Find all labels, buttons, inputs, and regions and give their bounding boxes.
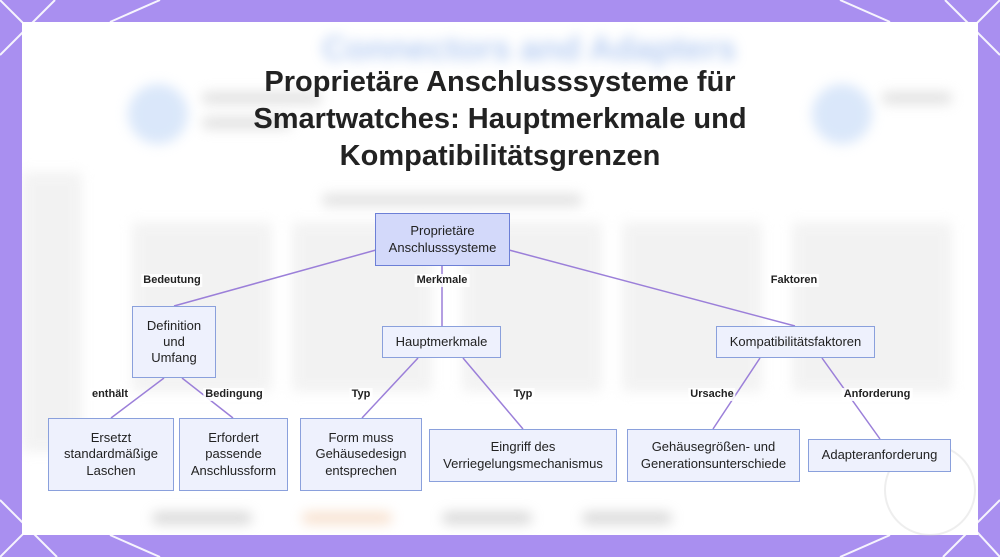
node-key-features <box>382 326 501 358</box>
node-text: Hauptmerkmale <box>395 333 488 349</box>
node-size-generation <box>627 429 800 482</box>
node-text: und <box>163 333 185 349</box>
node-lock-engagement <box>429 429 617 482</box>
node-text: Umfang <box>151 350 197 366</box>
node-compatibility-factors <box>716 326 875 358</box>
node-requires-connector <box>179 418 288 491</box>
node-text: Gehäusedesign <box>315 446 407 462</box>
node-text: standardmäßige <box>64 446 158 462</box>
node-text: Gehäusegrößen- und <box>651 439 776 455</box>
title-line: Proprietäre Anschlusssysteme für <box>264 66 736 98</box>
edge-label-bedeutung: Bedeutung <box>143 274 201 286</box>
title-line: Kompatibilitätsgrenzen <box>339 139 661 172</box>
edge-label-faktoren: Faktoren <box>770 274 818 286</box>
node-text: Anschlussform <box>190 462 277 478</box>
edge-label-typ: Typ <box>513 388 533 400</box>
edge-label-merkmale: Merkmale <box>416 274 468 286</box>
node-text: passende <box>205 446 262 462</box>
node-text: Kompatibilitätsfaktoren <box>729 333 862 349</box>
node-text: Anschlusssysteme <box>388 239 497 255</box>
node-adapter-requirement <box>808 439 951 472</box>
node-text: Erfordert <box>208 430 259 446</box>
node-text: Adapteranforderung <box>821 447 938 463</box>
node-text: Verriegelungsmechanismus <box>443 455 603 471</box>
edge-root-compat <box>509 250 795 326</box>
node-text: Proprietäre <box>410 223 475 239</box>
node-shape-match <box>300 418 422 491</box>
node-text: Ersetzt <box>90 430 132 446</box>
edge-label-bedingung: Bedingung <box>205 388 263 400</box>
node-text: entsprechen <box>325 462 397 478</box>
edge-label-typ: Typ <box>351 388 371 400</box>
node-text: Laschen <box>86 462 136 478</box>
edge-label-ursache: Ursache <box>690 388 734 400</box>
edge-root-definition <box>174 250 376 306</box>
background-heading: Connectors and Adapters <box>322 30 737 68</box>
edge-label-enthaelt: enthält <box>91 388 129 400</box>
title-line: Smartwatches: Hauptmerkmale und <box>253 102 747 135</box>
edge-label-anforderung: Anforderung <box>843 388 911 400</box>
node-text: Definition <box>146 317 202 333</box>
node-definition-scope <box>132 306 216 378</box>
node-text: Eingriff des <box>490 439 556 455</box>
node-proprietary-systems <box>375 213 510 266</box>
node-replaces-lugs <box>48 418 174 491</box>
node-text: Form muss <box>328 430 394 446</box>
node-text: Generationsunterschiede <box>640 455 787 471</box>
